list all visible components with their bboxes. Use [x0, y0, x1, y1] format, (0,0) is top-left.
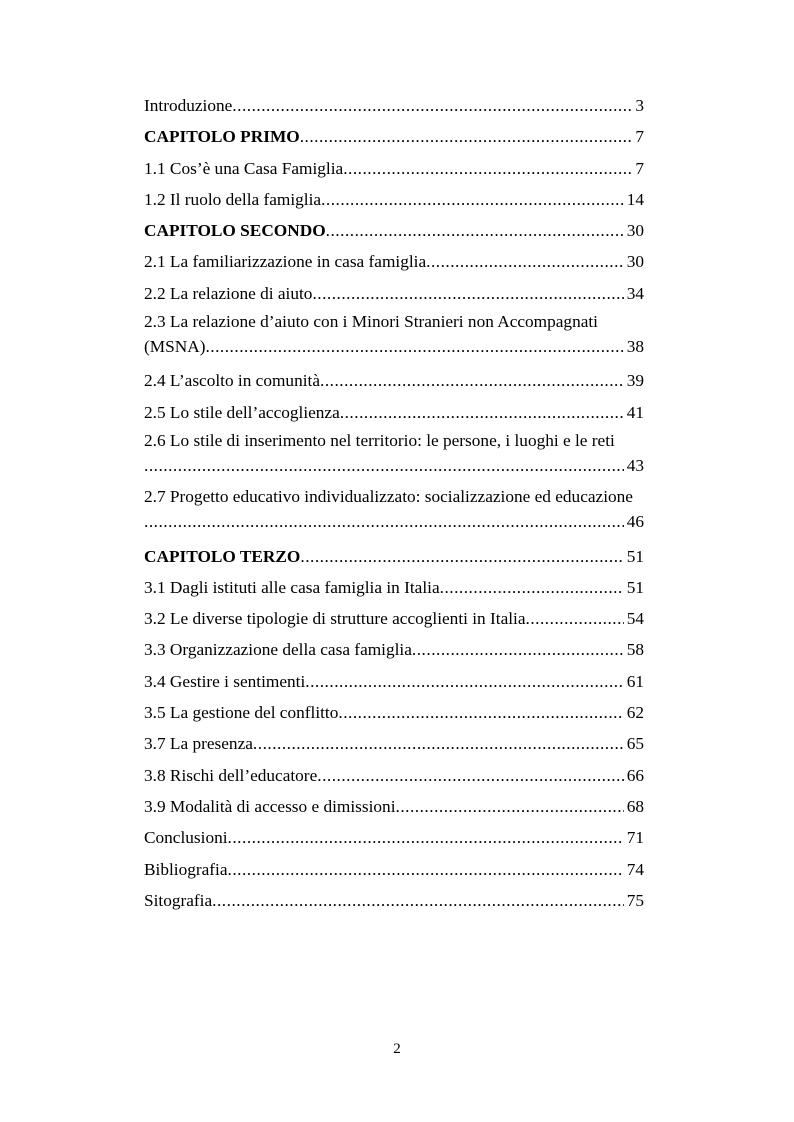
toc-entry-label: Sitografia — [144, 890, 213, 910]
dot-leader — [320, 365, 624, 396]
toc-entry-3-2[interactable] — [144, 603, 644, 634]
toc-entry-page: 3 — [635, 96, 644, 115]
page-number: 2 — [393, 1041, 401, 1057]
toc-entry-3-5[interactable] — [144, 697, 644, 728]
toc-entry-label: 3.2 Le diverse tipologie di strutture accoglienti in Italia — [144, 609, 526, 629]
dot-leader — [321, 184, 624, 215]
table-of-contents — [144, 90, 644, 916]
toc-entry-3-8[interactable] — [144, 760, 644, 791]
dot-leader — [338, 697, 623, 728]
toc-entry-page: 74 — [626, 859, 644, 879]
toc-entry-label-line1: 2.6 Lo stile di inserimento nel territorio: le persone, i luoghi e le reti — [144, 430, 615, 450]
toc-entry-label: Bibliografia — [144, 859, 228, 879]
toc-entry-page: 51 — [626, 546, 644, 566]
toc-entry-page: 38 — [626, 337, 644, 357]
toc-entry-label: 2.2 La relazione di aiuto — [144, 283, 313, 303]
dot-leader — [300, 541, 623, 572]
toc-entry-label: 3.8 Rischi dell’educatore — [144, 765, 318, 785]
toc-entry-2-5[interactable] — [144, 397, 644, 428]
toc-entry-label-line2: (MSNA) — [144, 337, 206, 357]
toc-entry-label: Introduzione — [144, 96, 233, 115]
dot-leader — [426, 246, 624, 277]
dot-leader — [228, 822, 624, 853]
toc-entry-3-9[interactable] — [144, 791, 644, 822]
toc-entry-conclusioni[interactable] — [144, 822, 644, 853]
toc-entry-2-2[interactable] — [144, 278, 644, 309]
toc-entry-label-line1: 2.3 La relazione d’aiuto con i Minori Stranieri non Accompagnati — [144, 312, 598, 332]
toc-entry-label: 3.4 Gestire i sentimenti — [144, 671, 306, 691]
toc-entry-label: 3.3 Organizzazione della casa famiglia — [144, 640, 412, 660]
toc-entry-label: 2.4 L’ascolto in comunità — [144, 371, 320, 391]
toc-entry-page: 7 — [635, 158, 644, 178]
toc-entry-capitolo-primo[interactable] — [144, 121, 644, 152]
toc-entry-3-4[interactable] — [144, 666, 644, 697]
dot-leader — [212, 885, 624, 916]
toc-entry-label: 3.1 Dagli istituti alle casa famiglia in Italia — [144, 577, 440, 597]
toc-entry-2-6[interactable] — [144, 428, 644, 478]
toc-entry-label-line1: 2.7 Progetto educativo individualizzato: socializzazione ed educazione — [144, 487, 633, 507]
toc-entry-label: 3.9 Modalità di accesso e dimissioni — [144, 796, 396, 816]
dot-leader — [526, 603, 624, 634]
toc-chapter-label: CAPITOLO TERZO — [144, 546, 301, 566]
toc-entry-2-1[interactable] — [144, 246, 644, 277]
toc-entry-capitolo-terzo[interactable] — [144, 541, 644, 572]
dot-leader — [232, 90, 632, 121]
toc-entry-page: 61 — [626, 671, 644, 691]
toc-entry-page: 65 — [626, 734, 644, 754]
toc-entry-page: 30 — [626, 252, 644, 272]
toc-entry-page: 51 — [626, 577, 644, 597]
dot-leader — [253, 728, 624, 759]
toc-entry-page: 39 — [626, 371, 644, 391]
dot-leader — [396, 791, 624, 822]
toc-entry-2-4[interactable] — [144, 365, 644, 396]
toc-entry-label: 3.7 La presenza — [144, 734, 253, 754]
toc-entry-sitografia[interactable] — [144, 885, 644, 916]
toc-entry-page: 14 — [626, 189, 644, 209]
toc-entry-page: 43 — [626, 455, 644, 475]
toc-entry-label: Conclusioni — [144, 828, 228, 848]
dot-leader — [326, 215, 624, 246]
toc-entry-label: 1.2 Il ruolo della famiglia — [144, 189, 322, 209]
toc-chapter-label: CAPITOLO SECONDO — [144, 221, 326, 241]
toc-entry-label: 3.5 La gestione del conflitto — [144, 703, 339, 723]
toc-entry-page: 46 — [626, 512, 644, 532]
dot-leader — [440, 572, 624, 603]
toc-entry-label: 2.5 Lo stile dell’accoglienza — [144, 402, 340, 422]
toc-entry-label: 2.1 La familiarizzazione in casa famiglia — [144, 252, 427, 272]
dot-leader — [340, 397, 624, 428]
toc-entry-page: 30 — [626, 221, 644, 241]
toc-entry-1-2[interactable] — [144, 184, 644, 215]
toc-entry-page: 41 — [626, 402, 644, 422]
dot-leader — [317, 760, 623, 791]
dot-leader — [305, 666, 623, 697]
toc-entry-3-1[interactable] — [144, 572, 644, 603]
dot-leader — [144, 509, 624, 534]
dot-leader — [300, 121, 633, 152]
toc-entry-page: 58 — [626, 640, 644, 660]
toc-entry-3-3[interactable] — [144, 634, 644, 665]
dot-leader — [312, 278, 623, 309]
dot-leader — [412, 634, 624, 665]
toc-entry-label: 1.1 Cos’è una Casa Famiglia — [144, 158, 344, 178]
toc-entry-2-3[interactable] — [144, 309, 644, 359]
toc-entry-3-7[interactable] — [144, 728, 644, 759]
toc-entry-page: 7 — [635, 127, 644, 147]
dot-leader — [205, 334, 623, 359]
toc-entry-page: 66 — [626, 765, 644, 785]
toc-entry-page: 68 — [626, 796, 644, 816]
toc-entry-introduzione[interactable] — [144, 90, 644, 121]
toc-entry-bibliografia[interactable] — [144, 854, 644, 885]
toc-entry-2-7[interactable] — [144, 484, 644, 534]
toc-entry-page: 62 — [626, 703, 644, 723]
toc-entry-page: 54 — [626, 609, 644, 629]
toc-entry-1-1[interactable] — [144, 153, 644, 184]
dot-leader — [228, 854, 624, 885]
toc-entry-page: 71 — [626, 828, 644, 848]
toc-entry-page: 34 — [626, 283, 644, 303]
toc-chapter-label: CAPITOLO PRIMO — [144, 127, 300, 147]
toc-entry-capitolo-secondo[interactable] — [144, 215, 644, 246]
toc-entry-page: 75 — [626, 890, 644, 910]
dot-leader — [343, 153, 632, 184]
dot-leader — [144, 453, 624, 478]
